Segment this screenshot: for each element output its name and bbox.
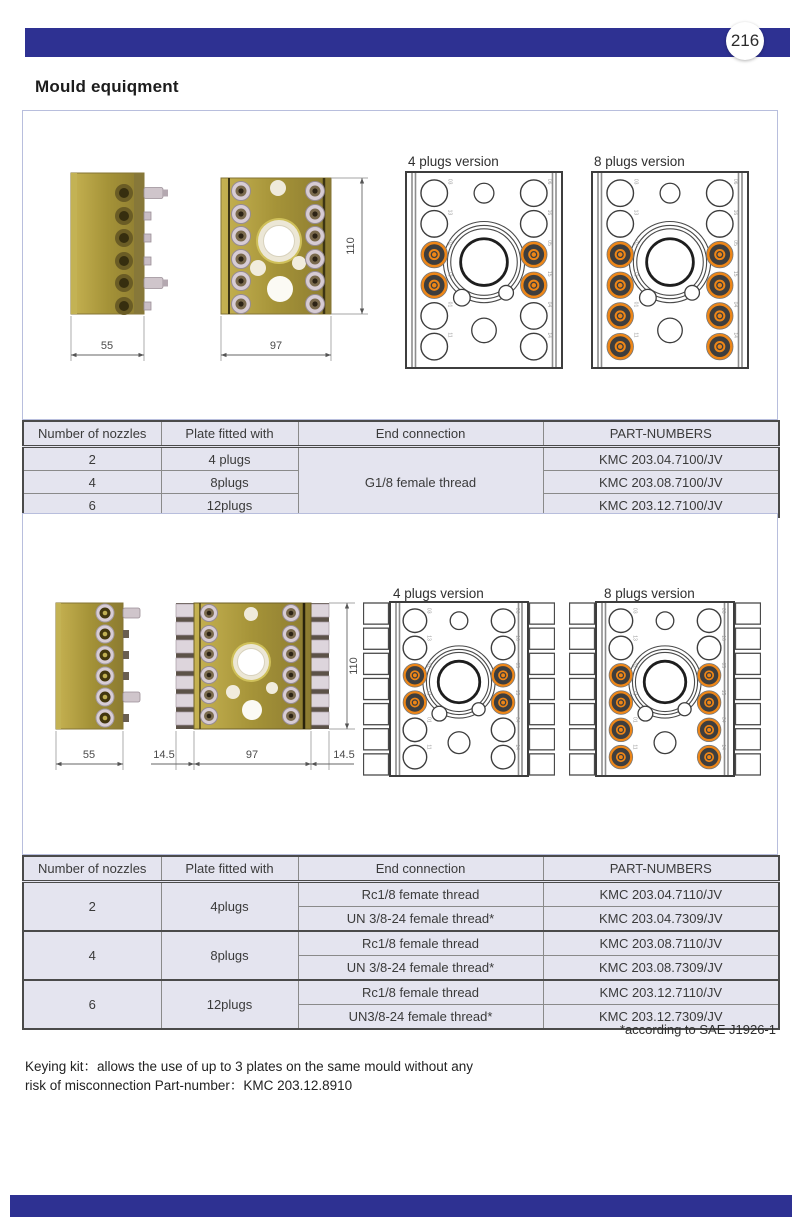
dim-front-height-2: 110: [348, 657, 360, 675]
fins-right: [311, 604, 329, 725]
part-numbers-table-2: [22, 855, 780, 1030]
keying-kit-line-2: risk of misconnection Part-number：KMC 203.12.8910: [25, 1078, 353, 1093]
svg-text:02: 02: [425, 662, 432, 669]
table-header-row: [23, 421, 779, 447]
cell-end-connection: Rc1/8 femate thread: [298, 882, 543, 907]
svg-text:06: 06: [546, 178, 553, 185]
part-numbers-table-1: [22, 420, 780, 518]
svg-text:06: 06: [513, 607, 520, 614]
svg-text:12: 12: [632, 270, 639, 277]
svg-text:14: 14: [719, 744, 726, 750]
svg-text:16: 16: [546, 209, 553, 216]
svg-text:11: 11: [446, 332, 453, 338]
svg-text:13: 13: [631, 635, 638, 641]
dim-offset-right: 14.5: [333, 749, 355, 761]
dim-side-width: 55: [100, 340, 114, 352]
svg-text:05: 05: [732, 240, 739, 246]
front-view-photo: [221, 178, 368, 361]
svg-text:01: 01: [631, 717, 638, 723]
side-view-photo-2: [56, 603, 140, 770]
svg-text:03: 03: [425, 607, 432, 614]
col-header-nozzles: Number of nozzles: [23, 856, 161, 882]
cell-plate: 4plugs: [161, 882, 298, 932]
svg-text:06: 06: [732, 178, 739, 185]
four-plugs-diagram-2: [363, 601, 555, 777]
svg-text:05: 05: [546, 240, 553, 246]
svg-text:15: 15: [513, 689, 520, 696]
cell-nozzles: 4: [23, 931, 161, 980]
svg-text:16: 16: [732, 209, 739, 216]
four-plugs-label-2: 4 plugs version: [393, 586, 484, 601]
svg-text:14: 14: [732, 332, 739, 338]
svg-text:16: 16: [513, 635, 520, 641]
svg-text:16: 16: [719, 635, 726, 641]
dim-offset-left: 14.5: [153, 749, 175, 761]
col-header-plate: Plate fitted with: [161, 421, 298, 447]
cell-part-number: KMC 203.12.7110/JV: [543, 980, 779, 1005]
cell-part-number: KMC 203.04.7100/JV: [543, 447, 779, 471]
cell-part-number: KMC 203.12.7100/JV: [543, 494, 779, 518]
svg-text:04: 04: [546, 301, 553, 308]
svg-text:01: 01: [632, 301, 639, 308]
svg-text:03: 03: [631, 607, 638, 614]
col-header-part-numbers: PART-NUMBERS: [543, 421, 779, 447]
fins-left: [176, 604, 194, 725]
dim-front-height: 110: [345, 237, 357, 255]
cell-nozzles: 2: [23, 882, 161, 932]
cell-end-connection: UN3/8-24 female thread*: [298, 1005, 543, 1030]
svg-text:03: 03: [632, 178, 639, 185]
four-plugs-diagram-1: [405, 171, 563, 369]
cell-plate: 12plugs: [161, 494, 298, 518]
dim-side-width-2: 55: [82, 749, 96, 761]
svg-text:02: 02: [446, 240, 453, 246]
side-pins-2: [123, 608, 140, 722]
svg-text:13: 13: [446, 209, 453, 216]
svg-text:13: 13: [632, 209, 639, 216]
svg-text:14: 14: [513, 744, 520, 750]
col-header-nozzles: Number of nozzles: [23, 421, 161, 447]
svg-text:04: 04: [513, 717, 520, 723]
col-header-part-numbers: PART-NUMBERS: [543, 856, 779, 882]
col-header-plate: Plate fitted with: [161, 856, 298, 882]
side-pins: [144, 188, 168, 311]
cell-end-connection: UN 3/8-24 female thread*: [298, 956, 543, 981]
svg-text:12: 12: [446, 270, 453, 277]
page-number-badge: 216: [726, 22, 764, 60]
svg-text:02: 02: [632, 240, 639, 246]
table-header-row: [23, 856, 779, 882]
cell-part-number: KMC 203.08.7309/JV: [543, 956, 779, 981]
svg-text:15: 15: [732, 270, 739, 277]
keying-kit-line-1: Keying kit：allows the use of up to 3 plates on the same mould without any: [25, 1059, 474, 1074]
svg-text:12: 12: [631, 689, 638, 696]
cell-end-connection: G1/8 female thread: [298, 447, 543, 518]
cell-end-connection: Rc1/8 female thread: [298, 980, 543, 1005]
svg-text:01: 01: [425, 717, 432, 723]
cell-part-number: KMC 203.04.7110/JV: [543, 882, 779, 907]
svg-text:04: 04: [719, 717, 726, 723]
svg-text:01: 01: [446, 301, 453, 308]
page-title: Mould equiqment: [35, 77, 179, 96]
eight-plugs-label-2: 8 plugs version: [604, 586, 695, 601]
col-header-end-connection: End connection: [298, 856, 543, 882]
cell-nozzles: 4: [23, 471, 161, 494]
table-row: [23, 931, 779, 956]
side-view-photo: [71, 173, 168, 361]
cell-part-number: KMC 203.12.7309/JV: [543, 1005, 779, 1030]
svg-text:05: 05: [719, 662, 726, 669]
svg-text:15: 15: [719, 689, 726, 696]
table-row: [23, 882, 779, 907]
mould-plate-panel-1: [22, 110, 778, 420]
cell-plate: 12plugs: [161, 980, 298, 1029]
eight-plugs-label-1: 8 plugs version: [594, 154, 685, 169]
svg-text:13: 13: [425, 635, 432, 641]
svg-text:12: 12: [425, 689, 432, 696]
col-header-end-connection: End connection: [298, 421, 543, 447]
eight-plugs-diagram-1: [591, 171, 749, 369]
footer-bar: [10, 1195, 792, 1217]
dim-front-width: 97: [269, 340, 283, 352]
cell-end-connection: UN 3/8-24 female thread*: [298, 907, 543, 932]
cell-nozzles: 6: [23, 494, 161, 518]
svg-text:05: 05: [513, 662, 520, 669]
cell-plate: 8plugs: [161, 471, 298, 494]
front-view-photo-2: [151, 603, 360, 770]
four-plugs-label-1: 4 plugs version: [408, 154, 499, 169]
svg-text:06: 06: [719, 607, 726, 614]
cell-end-connection: Rc1/8 female thread: [298, 931, 543, 956]
cell-nozzles: 2: [23, 447, 161, 471]
svg-text:11: 11: [425, 744, 432, 750]
cell-part-number: KMC 203.08.7100/JV: [543, 471, 779, 494]
cell-part-number: KMC 203.08.7110/JV: [543, 931, 779, 956]
dim-front-width-2: 97: [245, 749, 259, 761]
mould-plate-panel-2: [22, 513, 778, 855]
cell-plate: 4 plugs: [161, 447, 298, 471]
eight-plugs-diagram-2: [569, 601, 761, 777]
keying-kit-note: [25, 1057, 473, 1095]
cell-part-number: KMC 203.04.7309/JV: [543, 907, 779, 932]
cell-plate: 8plugs: [161, 931, 298, 980]
svg-text:14: 14: [546, 332, 553, 338]
table-row: [23, 980, 779, 1005]
header-bar: [25, 28, 790, 57]
svg-text:04: 04: [732, 301, 739, 308]
svg-text:11: 11: [631, 744, 638, 750]
cell-nozzles: 6: [23, 980, 161, 1029]
svg-text:02: 02: [631, 662, 638, 669]
svg-text:15: 15: [546, 270, 553, 277]
table-row: [23, 447, 779, 471]
svg-text:11: 11: [632, 332, 639, 338]
svg-text:03: 03: [446, 178, 453, 185]
sae-footnote: *according to SAE J1926-1: [619, 1022, 776, 1037]
